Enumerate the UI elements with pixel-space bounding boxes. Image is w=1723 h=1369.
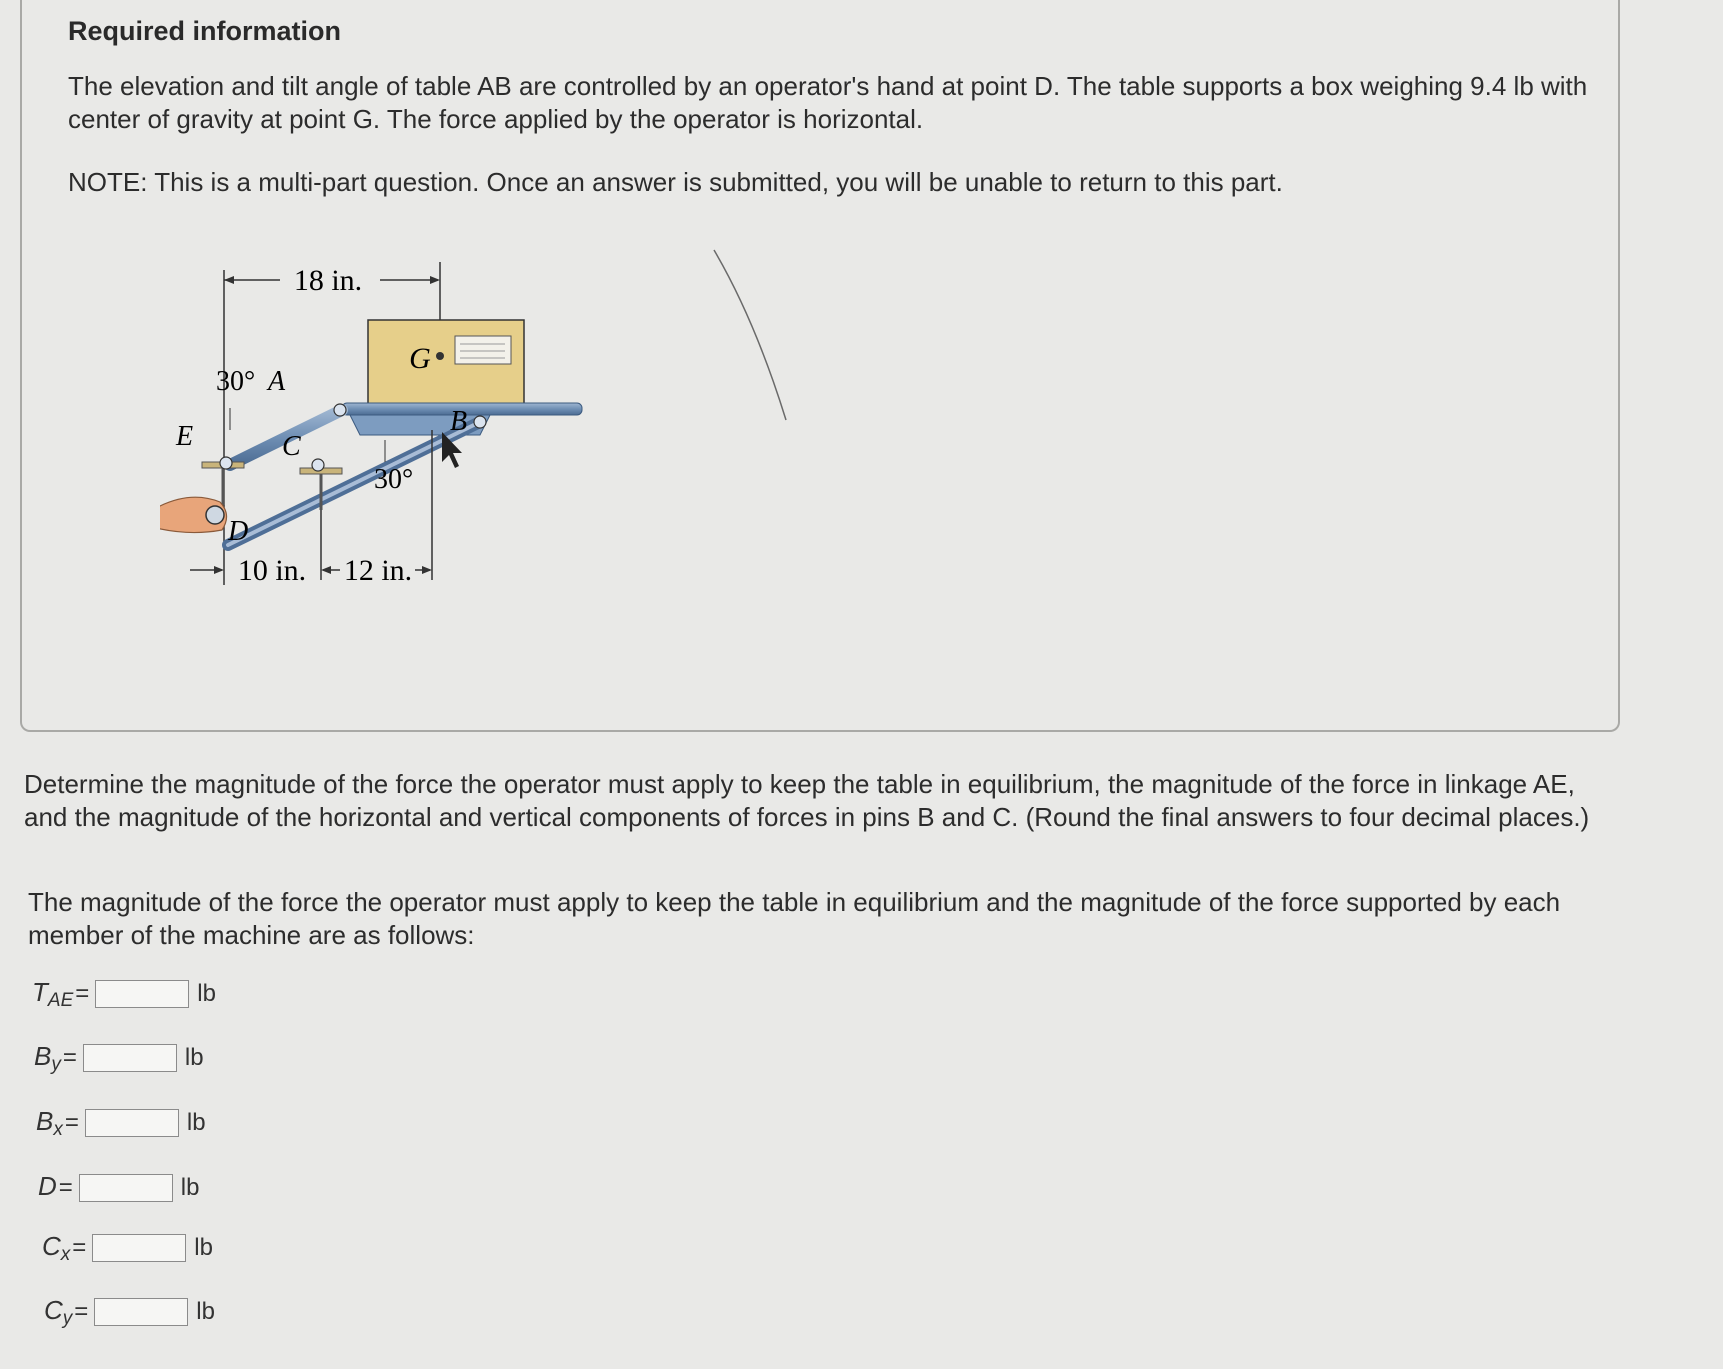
dim-12-label: 12 in. bbox=[343, 554, 413, 587]
tae-input[interactable] bbox=[95, 980, 189, 1008]
point-C-label: C bbox=[282, 431, 301, 462]
point-B-label: B bbox=[450, 406, 468, 437]
unit-tae: lb bbox=[197, 980, 216, 1007]
point-A-label: A bbox=[268, 366, 286, 397]
point-D-label: D bbox=[228, 516, 249, 547]
unit-d: lb bbox=[180, 1174, 200, 1201]
d-input[interactable] bbox=[79, 1174, 173, 1202]
question-text: Determine the magnitude of the force the operator must apply to keep the table in equilibrium, the magnitude of the force in linkage AE, and the magnitude of the horizontal and vertical components of forces in pins B and C. (Round the final answers to four decimal places.) bbox=[24, 769, 1590, 832]
angle-lower-label: 30° bbox=[374, 464, 414, 495]
required-info-heading: Required information bbox=[68, 16, 342, 46]
angle-upper-label: 30° bbox=[216, 366, 256, 397]
answer-row-tae: $T_{AE}$ = lb bbox=[32, 976, 216, 1011]
answer-label-by: $B_y$ bbox=[34, 1040, 61, 1075]
answer-row-cx: $C_x$ = lb bbox=[42, 1230, 213, 1265]
answer-label-cy: $C_y$ bbox=[44, 1294, 73, 1329]
answer-label-bx: $B_x$ bbox=[36, 1105, 63, 1140]
answer-label-d: D bbox=[38, 1170, 57, 1201]
unit-bx: lb bbox=[186, 1109, 206, 1136]
cy-input[interactable] bbox=[94, 1298, 188, 1326]
answer-intro-text: The magnitude of the force the operator must apply to keep the table in equilibrium and the magnitude of the force supported by each member of the machine are as follows: bbox=[28, 887, 1561, 950]
answer-row-bx: $B_x$ = lb bbox=[36, 1105, 206, 1140]
answer-row-by: $B_y$ = lb bbox=[34, 1040, 204, 1075]
answer-label-tae: $T_{AE}$ bbox=[32, 976, 74, 1011]
bx-input[interactable] bbox=[85, 1109, 179, 1137]
stray-stroke bbox=[700, 240, 800, 440]
answer-row-d: D = lb bbox=[38, 1170, 199, 1206]
unit-cx: lb bbox=[194, 1234, 213, 1261]
point-G-label: G bbox=[409, 342, 431, 375]
answer-row-cy: $C_y$ = lb bbox=[44, 1294, 215, 1329]
by-input[interactable] bbox=[83, 1044, 177, 1072]
dim-18-label: 18 in. bbox=[293, 264, 363, 297]
table-linkage-figure bbox=[160, 240, 600, 650]
answer-label-cx: $C_x$ bbox=[42, 1230, 71, 1265]
multi-part-note: NOTE: This is a multi-part question. Once an answer is submitted, you will be unable to return to this part. bbox=[68, 167, 1283, 197]
cx-input[interactable] bbox=[92, 1234, 186, 1262]
unit-cy: lb bbox=[196, 1298, 215, 1325]
point-E-label: E bbox=[176, 421, 194, 452]
problem-statement: The elevation and tilt angle of table AB are controlled by an operator's hand at point D. The table supports a box weighing 9.4 lb with center of gravity at point G. The force applied by the operator is horizontal. bbox=[68, 71, 1588, 134]
dim-10-label: 10 in. bbox=[237, 554, 307, 587]
unit-by: lb bbox=[184, 1044, 204, 1071]
